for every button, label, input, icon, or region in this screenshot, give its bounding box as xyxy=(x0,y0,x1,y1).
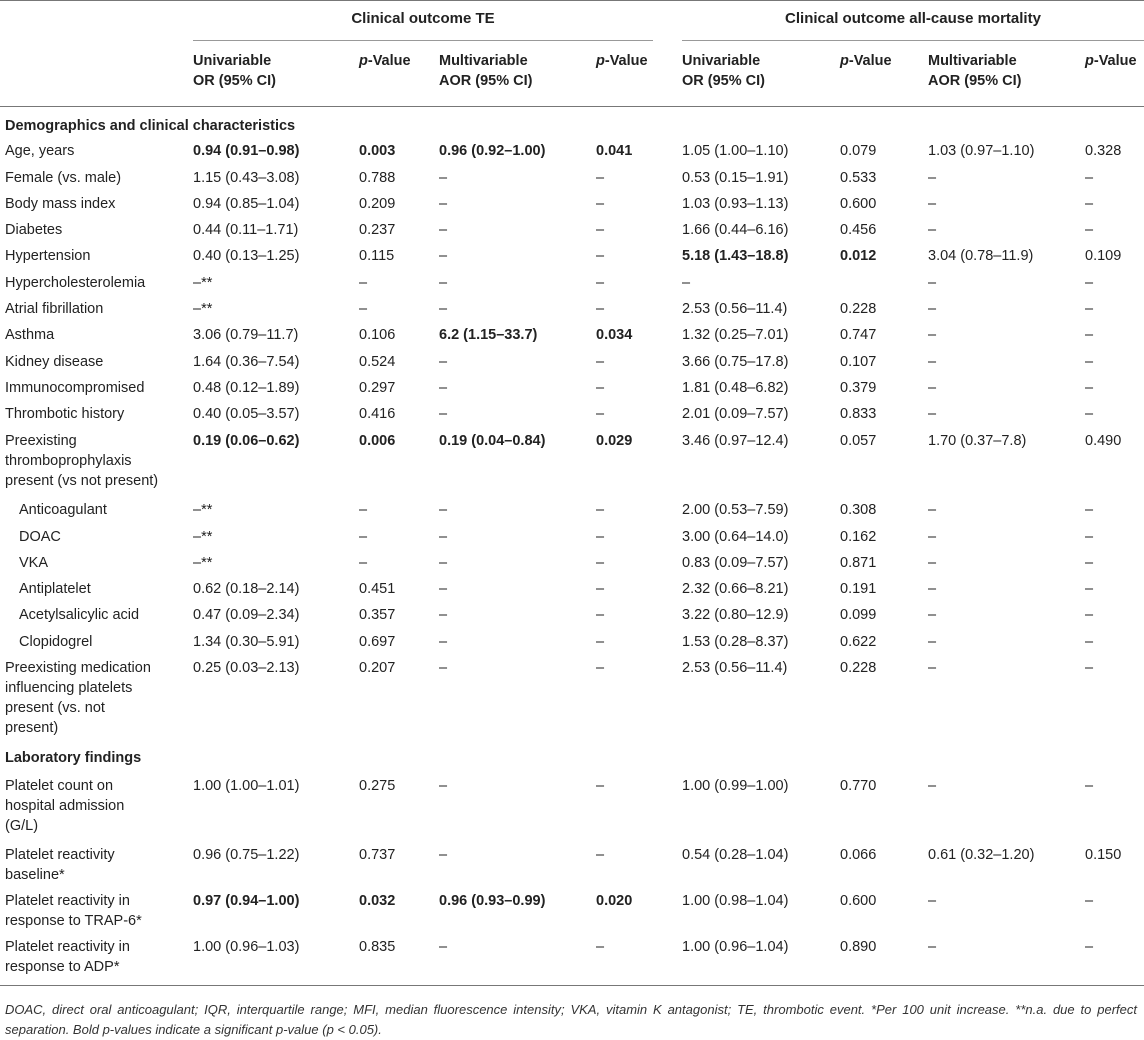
table-cell: – xyxy=(928,660,937,676)
table-cell: –** xyxy=(193,301,213,317)
table-cell: 0.737 xyxy=(359,847,396,863)
table-cell: 0.524 xyxy=(359,354,396,370)
table-cell: – xyxy=(439,406,448,422)
table-cell: – xyxy=(439,939,448,955)
table-cell: 0.94 (0.91–0.98) xyxy=(193,143,300,159)
table-cell: 0.012 xyxy=(840,248,877,264)
table-cell: – xyxy=(439,196,448,212)
table-cell: – xyxy=(928,581,937,597)
table-cell: – xyxy=(928,222,937,238)
table-cell: 0.057 xyxy=(840,433,877,449)
row-label: Platelet count on hospital admission (G/L) xyxy=(5,778,125,834)
table-cell: – xyxy=(928,327,937,343)
table-cell: 0.833 xyxy=(840,406,877,422)
table-cell: – xyxy=(928,406,937,422)
table-cell: 0.96 (0.75–1.22) xyxy=(193,847,300,863)
table-cell: – xyxy=(1085,354,1094,370)
table-cell: – xyxy=(439,380,448,396)
table-cell: – xyxy=(596,301,605,317)
table-cell: – xyxy=(928,354,937,370)
group-header-mortality: Clinical outcome all-cause mortality xyxy=(785,10,1041,27)
row-label: Preexisting thromboprophylaxis present (vs not present) xyxy=(5,433,159,489)
table-cell: – xyxy=(1085,939,1094,955)
table-cell: – xyxy=(1085,893,1094,909)
table-cell: 0.191 xyxy=(840,581,877,597)
table-cell: 0.308 xyxy=(840,502,877,518)
table-cell: – xyxy=(596,581,605,597)
table-cell: 1.64 (0.36–7.54) xyxy=(193,354,300,370)
row-label: Asthma xyxy=(5,327,55,343)
table-cell: – xyxy=(1085,170,1094,186)
column-header: p-Value xyxy=(359,53,411,69)
table-cell: 0.228 xyxy=(840,301,877,317)
table-cell: 1.00 (1.00–1.01) xyxy=(193,778,300,794)
column-header: Univariable OR (95% CI) xyxy=(682,53,765,89)
table-cell: 0.032 xyxy=(359,893,396,909)
table-cell: 0.44 (0.11–1.71) xyxy=(193,222,299,238)
table-cell: – xyxy=(596,847,605,863)
row-label: Female (vs. male) xyxy=(5,170,122,186)
table-cell: 0.379 xyxy=(840,380,877,396)
column-header: Multivariable AOR (95% CI) xyxy=(439,53,533,89)
table-cell: 0.275 xyxy=(359,778,396,794)
table-cell: – xyxy=(359,275,368,291)
table-cell: – xyxy=(928,778,937,794)
table-cell: 0.328 xyxy=(1085,143,1122,159)
table-cell: 0.297 xyxy=(359,380,396,396)
table-cell: – xyxy=(439,847,448,863)
table-cell: – xyxy=(596,406,605,422)
row-label: DOAC xyxy=(19,529,61,545)
table-cell: – xyxy=(1085,634,1094,650)
table-cell: 0.207 xyxy=(359,660,396,676)
table-cell: – xyxy=(359,529,368,545)
table-cell: 0.53 (0.15–1.91) xyxy=(682,170,789,186)
section-header: Demographics and clinical characteristics xyxy=(5,118,296,134)
table-cell: – xyxy=(596,660,605,676)
table-cell: 0.47 (0.09–2.34) xyxy=(193,607,300,623)
table-cell: – xyxy=(596,607,605,623)
table-cell: 0.456 xyxy=(840,222,877,238)
table-cell: 0.697 xyxy=(359,634,396,650)
row-label: Diabetes xyxy=(5,222,63,238)
table-cell: – xyxy=(928,196,937,212)
table-cell: 1.53 (0.28–8.37) xyxy=(682,634,789,650)
table-cell: 1.70 (0.37–7.8) xyxy=(928,433,1027,449)
column-header: Multivariable AOR (95% CI) xyxy=(928,53,1022,89)
table-cell: – xyxy=(596,529,605,545)
table-cell: – xyxy=(439,248,448,264)
table-cell: 0.747 xyxy=(840,327,877,343)
table-cell: 0.109 xyxy=(1085,248,1122,264)
table-cell: – xyxy=(596,170,605,186)
table-cell: 1.05 (1.00–1.10) xyxy=(682,143,789,159)
table-cell: 2.53 (0.56–11.4) xyxy=(682,301,788,317)
table-cell: 1.15 (0.43–3.08) xyxy=(193,170,300,186)
table-cell: – xyxy=(596,196,605,212)
table-cell: 6.2 (1.15–33.7) xyxy=(439,327,538,343)
table-cell: 0.622 xyxy=(840,634,877,650)
table-cell: – xyxy=(928,555,937,571)
row-label: Atrial fibrillation xyxy=(5,301,104,317)
table-cell: 0.97 (0.94–1.00) xyxy=(193,893,300,909)
row-label: Platelet reactivity baseline* xyxy=(5,847,115,883)
table-cell: – xyxy=(1085,778,1094,794)
table-cell: 0.228 xyxy=(840,660,877,676)
row-label: Immunocompromised xyxy=(5,380,145,396)
table-cell: 0.115 xyxy=(359,248,395,264)
table-cell: 0.416 xyxy=(359,406,396,422)
table-cell: 0.835 xyxy=(359,939,396,955)
table-cell: – xyxy=(439,275,448,291)
table-cell: 1.03 (0.93–1.13) xyxy=(682,196,789,212)
table-cell: – xyxy=(1085,502,1094,518)
table-cell: – xyxy=(928,170,937,186)
table-cell: 0.150 xyxy=(1085,847,1122,863)
table-cell: 0.871 xyxy=(840,555,877,571)
table-cell: –** xyxy=(193,555,213,571)
table-cell: – xyxy=(596,634,605,650)
row-label: Anticoagulant xyxy=(19,502,107,518)
table-cell: – xyxy=(439,660,448,676)
table-cell: 0.890 xyxy=(840,939,877,955)
table-cell: 0.003 xyxy=(359,143,396,159)
table-cell: – xyxy=(596,555,605,571)
table-cell: 0.62 (0.18–2.14) xyxy=(193,581,300,597)
table-cell: – xyxy=(439,778,448,794)
table-cell: 0.600 xyxy=(840,893,877,909)
table-cell: 1.81 (0.48–6.82) xyxy=(682,380,789,396)
row-label: Platelet reactivity in response to ADP* xyxy=(5,939,130,975)
table-cell: 0.106 xyxy=(359,327,396,343)
table-cell: – xyxy=(1085,380,1094,396)
table-cell: 0.029 xyxy=(596,433,633,449)
table-cell: – xyxy=(359,502,368,518)
table-cell: – xyxy=(439,301,448,317)
table-cell: 0.19 (0.06–0.62) xyxy=(193,433,300,449)
row-label: Acetylsalicylic acid xyxy=(19,607,140,623)
table-cell: 0.61 (0.32–1.20) xyxy=(928,847,1035,863)
row-label: Hypertension xyxy=(5,248,91,264)
table-cell: – xyxy=(439,354,448,370)
table-cell: – xyxy=(439,502,448,518)
table-cell: – xyxy=(596,939,605,955)
table-cell: 0.600 xyxy=(840,196,877,212)
table-cell: 1.34 (0.30–5.91) xyxy=(193,634,300,650)
table-cell: – xyxy=(439,170,448,186)
table-cell: – xyxy=(596,380,605,396)
table-cell: – xyxy=(439,581,448,597)
table-cell: 0.079 xyxy=(840,143,877,159)
table-cell: 0.066 xyxy=(840,847,877,863)
table-cell: 1.00 (0.98–1.04) xyxy=(682,893,789,909)
table-cell: 0.237 xyxy=(359,222,396,238)
table-cell: 0.40 (0.13–1.25) xyxy=(193,248,300,264)
table-cell: 0.96 (0.92–1.00) xyxy=(439,143,546,159)
table-cell: 2.01 (0.09–7.57) xyxy=(682,406,789,422)
table-cell: 0.25 (0.03–2.13) xyxy=(193,660,300,676)
table-cell: 0.209 xyxy=(359,196,396,212)
table-cell: 1.66 (0.44–6.16) xyxy=(682,222,789,238)
table-cell: – xyxy=(439,222,448,238)
row-label: Platelet reactivity in response to TRAP-6* xyxy=(5,893,142,929)
table-cell: – xyxy=(596,275,605,291)
row-label: Preexisting medication influencing platelets present (vs. not present) xyxy=(5,660,151,736)
header-bottom-rule xyxy=(0,106,1144,107)
table-cell: –** xyxy=(193,529,213,545)
table-cell: 0.162 xyxy=(840,529,877,545)
column-header: Univariable OR (95% CI) xyxy=(193,53,276,89)
table-cell: 0.770 xyxy=(840,778,877,794)
row-label: VKA xyxy=(19,555,49,571)
table-cell: 0.099 xyxy=(840,607,877,623)
table-footnote: DOAC, direct oral anticoagulant; IQR, interquartile range; MFI, median fluorescence intensity; VKA, vitamin K antagonist; TE, thrombotic event. *Per 100 unit increase. **n.a. due to perfect separation. Bold p-values indicate a significant p-value (p < 0.05). xyxy=(5,1002,1137,1037)
table-cell: 0.94 (0.85–1.04) xyxy=(193,196,300,212)
table-cell: 0.041 xyxy=(596,143,633,159)
group-rule-te xyxy=(193,40,653,41)
table-cell: – xyxy=(928,893,937,909)
table-cell: – xyxy=(1085,275,1094,291)
table-cell: – xyxy=(439,634,448,650)
table-cell: – xyxy=(928,301,937,317)
table-cell: – xyxy=(359,301,368,317)
column-header: p-Value xyxy=(840,53,892,69)
row-label: Hypercholesterolemia xyxy=(5,275,146,291)
table-cell: 2.53 (0.56–11.4) xyxy=(682,660,788,676)
table-cell: – xyxy=(928,380,937,396)
row-label: Clopidogrel xyxy=(19,634,93,650)
table-cell: – xyxy=(596,222,605,238)
table-cell: 2.00 (0.53–7.59) xyxy=(682,502,789,518)
table-cell: – xyxy=(1085,660,1094,676)
table-cell: 1.32 (0.25–7.01) xyxy=(682,327,789,343)
table-cell: – xyxy=(928,634,937,650)
table-cell: – xyxy=(439,529,448,545)
table-cell: – xyxy=(596,354,605,370)
table-cell: – xyxy=(439,607,448,623)
table-cell: – xyxy=(1085,222,1094,238)
table-cell: 0.788 xyxy=(359,170,396,186)
table-cell: 3.46 (0.97–12.4) xyxy=(682,433,789,449)
table-bottom-rule xyxy=(0,985,1144,986)
column-header: p-Value xyxy=(1085,53,1137,69)
table-cell: – xyxy=(1085,406,1094,422)
table-cell: – xyxy=(359,555,368,571)
table-cell: 2.32 (0.66–8.21) xyxy=(682,581,789,597)
table-cell: – xyxy=(596,502,605,518)
section-header: Laboratory findings xyxy=(5,750,142,766)
row-label: Antiplatelet xyxy=(19,581,91,597)
table-cell: 3.00 (0.64–14.0) xyxy=(682,529,789,545)
table-cell: 0.006 xyxy=(359,433,396,449)
table-cell: 0.54 (0.28–1.04) xyxy=(682,847,789,863)
table-cell: 3.06 (0.79–11.7) xyxy=(193,327,299,343)
table-cell: – xyxy=(928,939,937,955)
table-cell: 5.18 (1.43–18.8) xyxy=(682,248,789,264)
table-cell: – xyxy=(1085,529,1094,545)
table-cell: – xyxy=(928,275,937,291)
table-cell: – xyxy=(596,248,605,264)
table-cell: 3.66 (0.75–17.8) xyxy=(682,354,789,370)
table-cell: – xyxy=(596,778,605,794)
table-cell: 0.19 (0.04–0.84) xyxy=(439,433,546,449)
group-header-te: Clinical outcome TE xyxy=(351,10,495,27)
table-cell: – xyxy=(1085,555,1094,571)
table-cell: 0.034 xyxy=(596,327,633,343)
column-header: p-Value xyxy=(596,53,648,69)
table-cell: – xyxy=(1085,607,1094,623)
table-cell: 0.96 (0.93–0.99) xyxy=(439,893,546,909)
table-cell: – xyxy=(1085,301,1094,317)
table-cell: – xyxy=(928,529,937,545)
table-cell: 0.020 xyxy=(596,893,633,909)
table-cell: – xyxy=(439,555,448,571)
row-label: Thrombotic history xyxy=(5,406,125,422)
table-cell: 0.40 (0.05–3.57) xyxy=(193,406,300,422)
group-rule-mortality xyxy=(682,40,1144,41)
table-cell: 0.83 (0.09–7.57) xyxy=(682,555,789,571)
table-cell: 1.00 (0.96–1.04) xyxy=(682,939,789,955)
table-cell: 3.22 (0.80–12.9) xyxy=(682,607,789,623)
table-cell: – xyxy=(928,502,937,518)
table-cell: 0.48 (0.12–1.89) xyxy=(193,380,300,396)
table-cell: 3.04 (0.78–11.9) xyxy=(928,248,1034,264)
table-cell: –** xyxy=(193,275,213,291)
table-cell: – xyxy=(928,607,937,623)
table-cell: 0.533 xyxy=(840,170,877,186)
table-cell: – xyxy=(1085,196,1094,212)
table-cell: 1.00 (0.96–1.03) xyxy=(193,939,300,955)
table-cell: 0.490 xyxy=(1085,433,1122,449)
row-label: Age, years xyxy=(5,143,75,159)
row-label: Body mass index xyxy=(5,196,116,212)
table-cell: – xyxy=(1085,327,1094,343)
table-cell: 0.107 xyxy=(840,354,877,370)
row-label: Kidney disease xyxy=(5,354,104,370)
table-cell: – xyxy=(1085,581,1094,597)
table-cell: –** xyxy=(193,502,213,518)
table-cell: 0.357 xyxy=(359,607,396,623)
table-cell: 1.03 (0.97–1.10) xyxy=(928,143,1035,159)
table-cell: – xyxy=(682,275,691,291)
table-cell: 1.00 (0.99–1.00) xyxy=(682,778,789,794)
table-cell: 0.451 xyxy=(359,581,396,597)
top-rule xyxy=(0,0,1144,1)
